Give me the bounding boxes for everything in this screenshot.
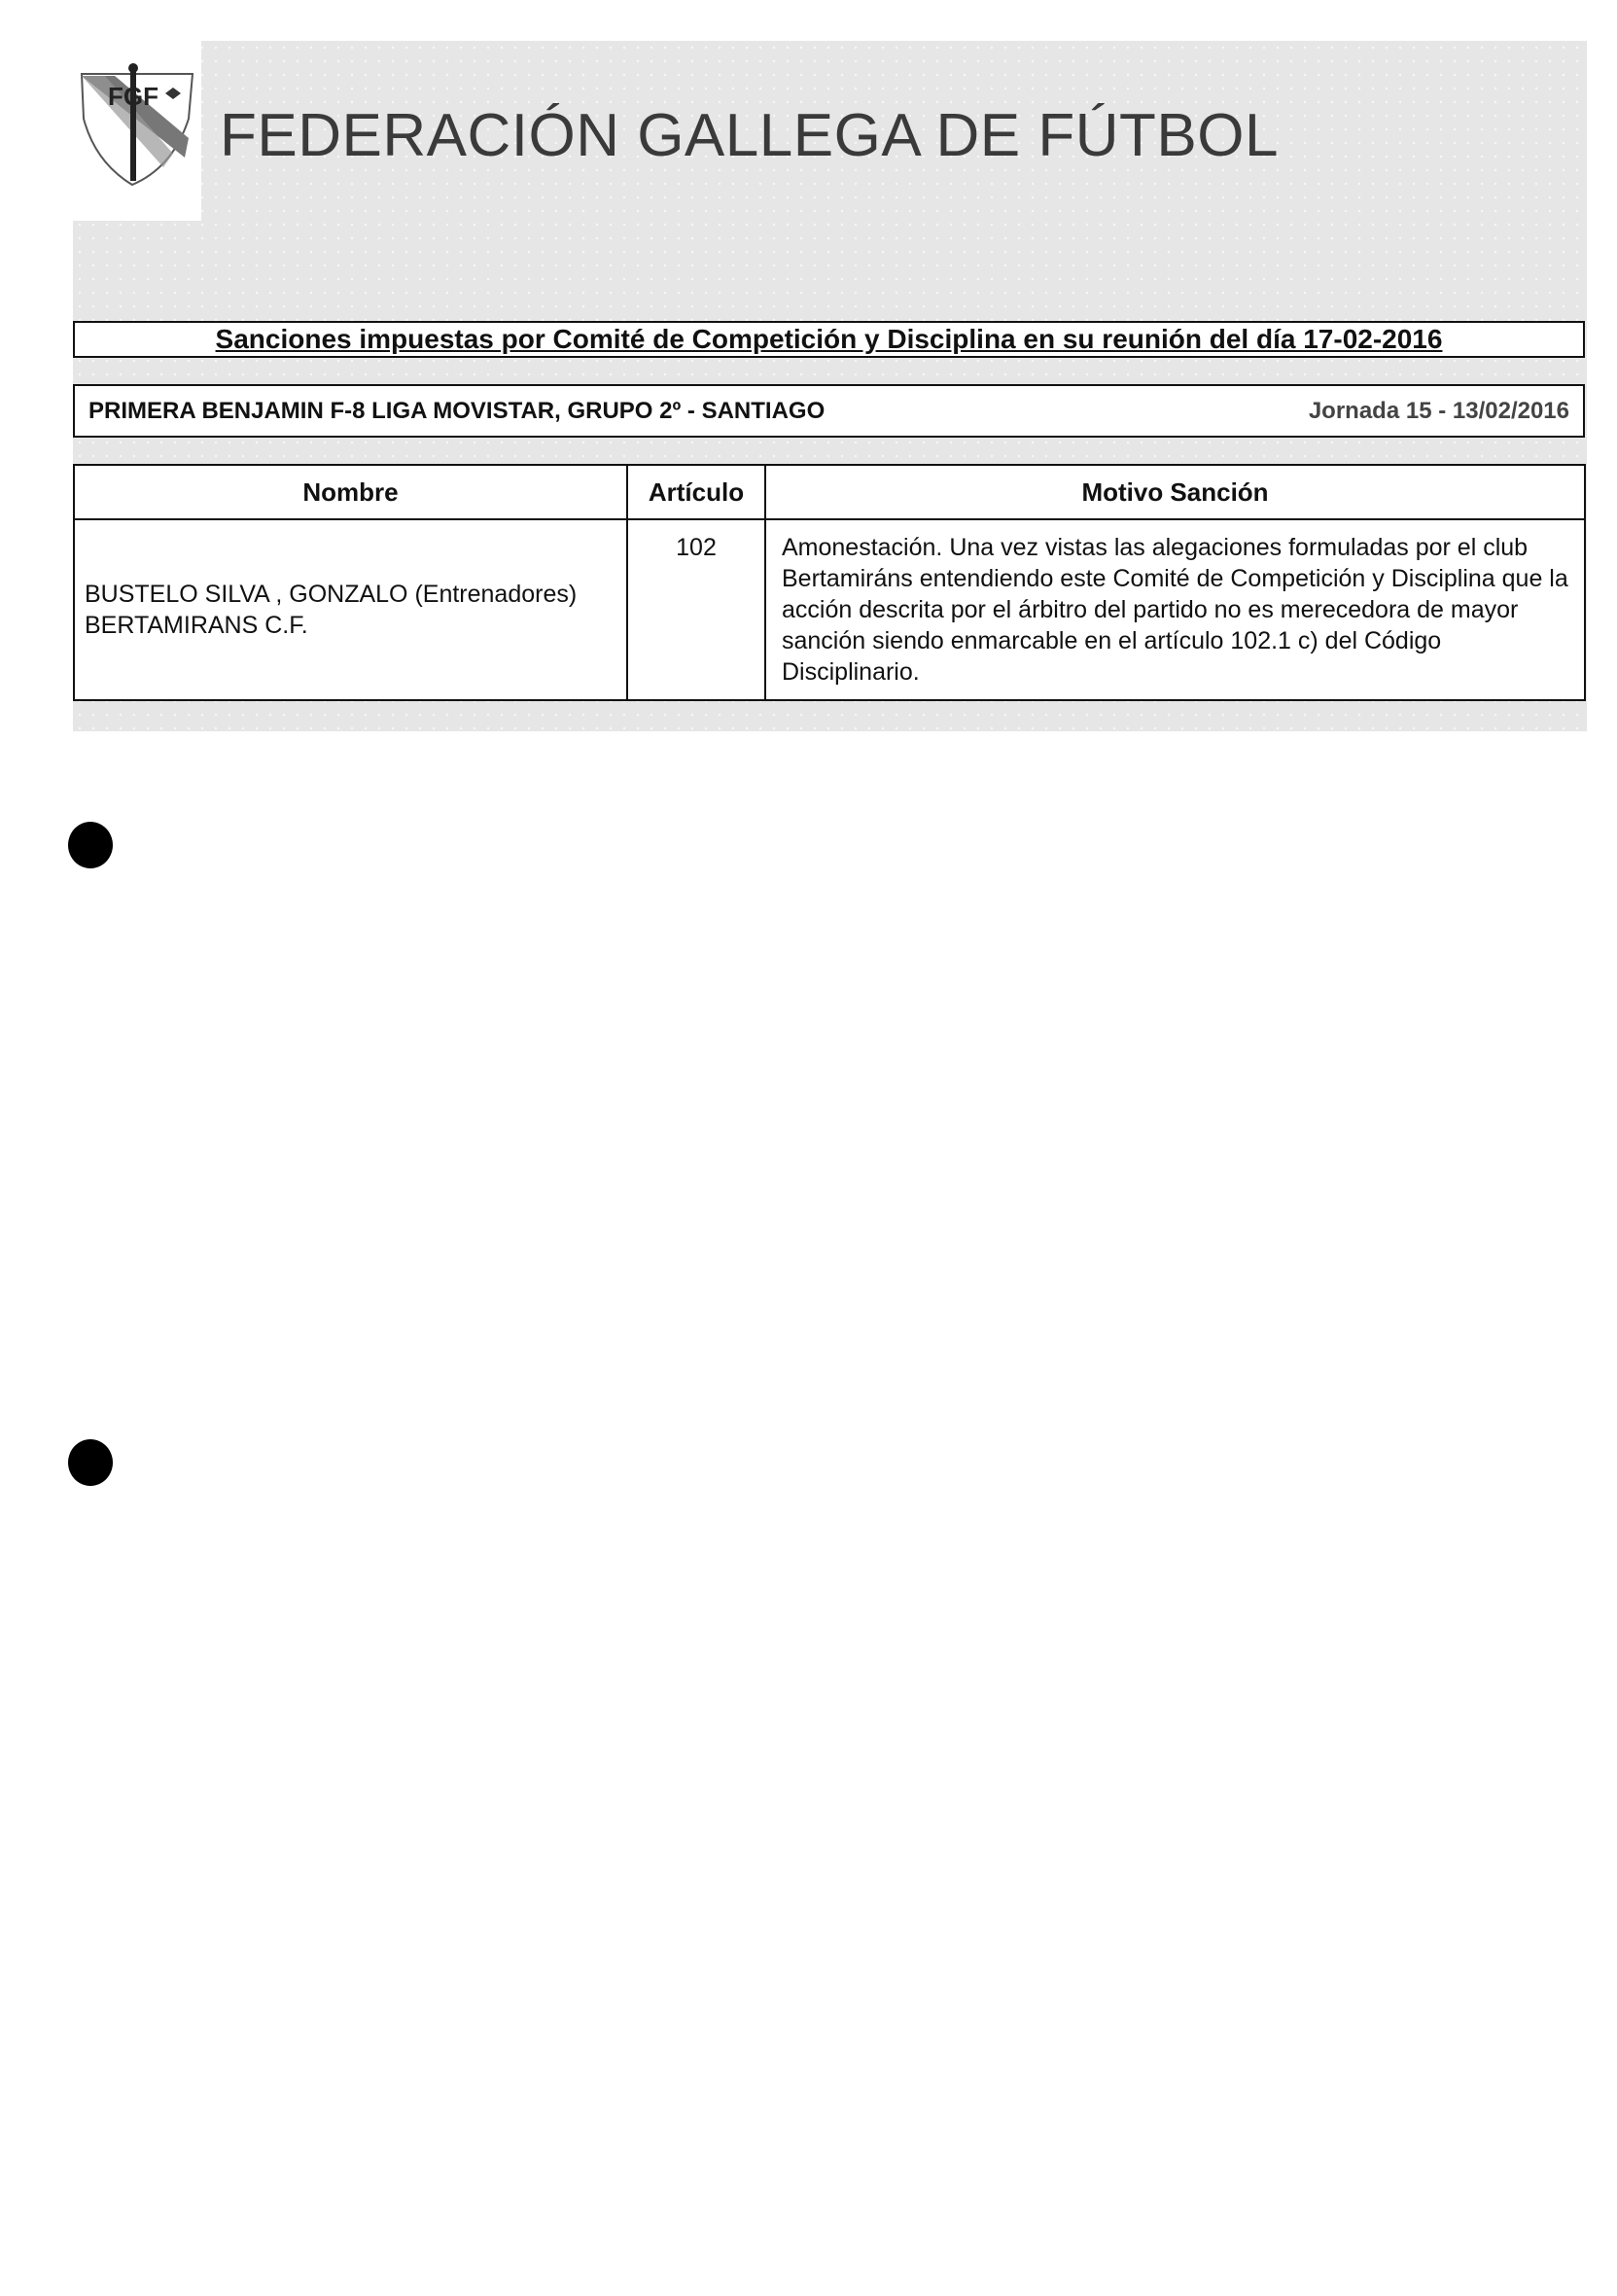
federation-title: FEDERACIÓN GALLEGA DE FÚTBOL: [220, 102, 1279, 169]
header-nombre: Nombre: [74, 465, 627, 519]
cell-articulo: 102: [627, 519, 765, 700]
punch-hole-bottom: [68, 1439, 113, 1486]
category-name: PRIMERA BENJAMIN F-8 LIGA MOVISTAR, GRUPO 2º - SANTIAGO: [88, 398, 826, 424]
punch-hole-top: [68, 822, 113, 868]
club-name: BERTAMIRANS C.F.: [85, 612, 308, 639]
jornada-label: Jornada 15 - 13/02/2016: [1308, 398, 1569, 424]
table-row: [74, 519, 1585, 700]
header-motivo: Motivo Sanción: [765, 465, 1585, 519]
category-bar: [73, 384, 1585, 438]
table-header-row: [74, 465, 1585, 519]
cell-motivo: Amonestación. Una vez vistas las alegaciones formuladas por el club Bertamiráns entendiendo este Comité de Competición y Disciplina que la acción descrita por el árbitro del partido no es merecedora de mayor sanción siendo enmarcable en el artículo 102.1 c) del Código Disciplinario.: [765, 519, 1585, 700]
sanctions-title: Sanciones impuestas por Comité de Competición y Disciplina en su reunión del día 17-02-2016: [73, 321, 1585, 358]
sanctions-table: [73, 464, 1586, 701]
cell-nombre: [74, 519, 627, 700]
svg-text:FGF: FGF: [108, 82, 158, 111]
federation-crest-logo: [76, 60, 198, 187]
person-name: BUSTELO SILVA , GONZALO (Entrenadores): [85, 581, 578, 608]
header-articulo: Artículo: [627, 465, 765, 519]
